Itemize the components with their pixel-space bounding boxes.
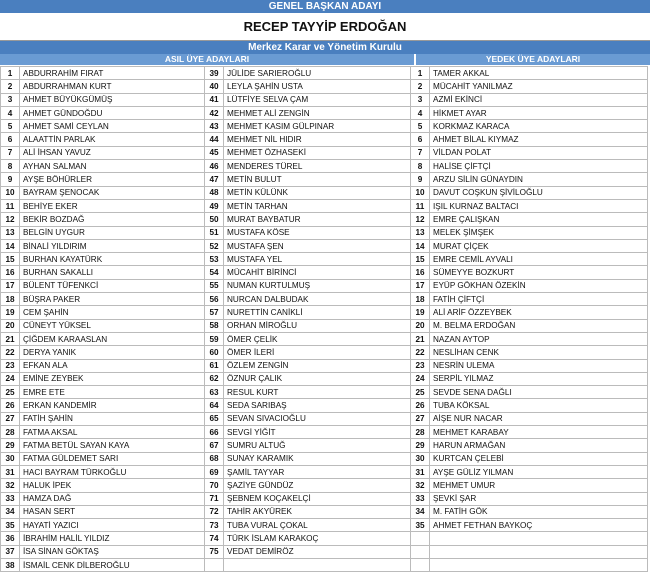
asil-member-name: SEVGİ YİĞİT — [224, 426, 411, 439]
asil-member-name: BAYRAM ŞENOCAK — [20, 186, 205, 199]
committee-title: Merkez Karar ve Yönetim Kurulu — [0, 41, 650, 54]
table-row — [1, 106, 648, 119]
asil-member-name: ŞEBNEM KOÇAKELÇİ — [224, 492, 411, 505]
asil-member-name: MUSTAFA ŞEN — [224, 239, 411, 252]
asil-member-name: CÜNEYT YÜKSEL — [20, 319, 205, 332]
asil-member-name: HALUK İPEK — [20, 479, 205, 492]
candidate-list-sheet — [0, 0, 650, 65]
asil-member-name: MEHMET ALİ ZENGİN — [224, 106, 411, 119]
asil-member-number: 63 — [205, 386, 224, 399]
yedek-member-name: NAZAN AYTOP — [430, 332, 648, 345]
asil-member-number: 33 — [1, 492, 20, 505]
asil-member-name: BELGİN UYGUR — [20, 226, 205, 239]
subheadings — [0, 54, 650, 65]
yedek-member-number: 27 — [411, 412, 430, 425]
asil-member-number: 46 — [205, 160, 224, 173]
asil-member-number: 14 — [1, 239, 20, 252]
asil-member-number: 45 — [205, 146, 224, 159]
asil-member-number: 19 — [1, 306, 20, 319]
asil-member-name: AHMET SAMİ CEYLAN — [20, 120, 205, 133]
asil-member-name: BÜŞRA PAKER — [20, 293, 205, 306]
table-row — [1, 558, 648, 571]
asil-member-name: MEHMET KASIM GÜLPINAR — [224, 120, 411, 133]
yedek-member-number: 15 — [411, 253, 430, 266]
asil-member-name: BEKİR BOZDAĞ — [20, 213, 205, 226]
yedek-heading: YEDEK ÜYE ADAYLARI — [416, 54, 650, 65]
asil-member-name: TÜRK İSLAM KARAKOÇ — [224, 532, 411, 545]
asil-member-name: ABDURRAHMAN KURT — [20, 80, 205, 93]
asil-member-name: VEDAT DEMİRÖZ — [224, 545, 411, 558]
asil-member-number: 60 — [205, 346, 224, 359]
yedek-member-name: TUBA KÖKSAL — [430, 399, 648, 412]
yedek-member-name: EMRE ÇALIŞKAN — [430, 213, 648, 226]
table-row — [1, 226, 648, 239]
asil-member-number: 51 — [205, 226, 224, 239]
asil-member-name: ÇİĞDEM KARAASLAN — [20, 332, 205, 345]
asil-member-number: 12 — [1, 213, 20, 226]
asil-member-number: 2 — [1, 80, 20, 93]
asil-member-name: ÖZNUR ÇALIK — [224, 372, 411, 385]
yedek-member-name: KURTCAN ÇELEBİ — [430, 452, 648, 465]
asil-member-name: ŞAMİL TAYYAR — [224, 465, 411, 478]
table-row — [1, 266, 648, 279]
yedek-member-name: AİŞE NUR NACAR — [430, 412, 648, 425]
yedek-member-number — [411, 545, 430, 558]
asil-member-name: BURHAN KAYATÜRK — [20, 253, 205, 266]
asil-member-name: FATİH ŞAHİN — [20, 412, 205, 425]
yedek-member-name: HALİSE ÇİFTÇİ — [430, 160, 648, 173]
yedek-member-name: HİKMET AYAR — [430, 106, 648, 119]
candidate-name: RECEP TAYYİP ERDOĞAN — [0, 13, 650, 41]
asil-member-name: BEHİYE EKER — [20, 199, 205, 212]
yedek-member-name: AHMET BİLAL KIYMAZ — [430, 133, 648, 146]
yedek-member-number: 30 — [411, 452, 430, 465]
table-row — [1, 399, 648, 412]
asil-member-name: RESUL KURT — [224, 386, 411, 399]
asil-member-number: 68 — [205, 452, 224, 465]
asil-member-name: İBRAHİM HALİL YILDIZ — [20, 532, 205, 545]
asil-member-name: TUBA VURAL ÇOKAL — [224, 519, 411, 532]
asil-member-name: METİN TARHAN — [224, 199, 411, 212]
table-row — [1, 133, 648, 146]
asil-member-number: 30 — [1, 452, 20, 465]
asil-member-number: 1 — [1, 67, 20, 80]
asil-member-name: NURCAN DALBUDAK — [224, 293, 411, 306]
asil-member-name: ERKAN KANDEMİR — [20, 399, 205, 412]
yedek-member-number: 17 — [411, 279, 430, 292]
yedek-member-name: AHMET FETHAN BAYKOÇ — [430, 519, 648, 532]
asil-member-name: HAMZA DAĞ — [20, 492, 205, 505]
asil-member-number: 15 — [1, 253, 20, 266]
asil-member-number: 29 — [1, 439, 20, 452]
asil-member-number: 10 — [1, 186, 20, 199]
asil-member-number: 5 — [1, 120, 20, 133]
asil-member-number: 25 — [1, 386, 20, 399]
table-row — [1, 253, 648, 266]
asil-member-number: 48 — [205, 186, 224, 199]
yedek-member-name: MÜCAHİT YANILMAZ — [430, 80, 648, 93]
table-row — [1, 239, 648, 252]
asil-member-name: BURHAN SAKALLI — [20, 266, 205, 279]
asil-member-number: 73 — [205, 519, 224, 532]
yedek-member-name: EMRE CEMİL AYVALI — [430, 253, 648, 266]
asil-member-name: İSMAİL CENK DİLBEROĞLU — [20, 558, 205, 571]
asil-member-name: AYŞE BÖHÜRLER — [20, 173, 205, 186]
asil-member-number: 32 — [1, 479, 20, 492]
asil-member-name: EMİNE ZEYBEK — [20, 372, 205, 385]
table-row — [1, 359, 648, 372]
yedek-member-name: AZMİ EKİNCİ — [430, 93, 648, 106]
table-row — [1, 213, 648, 226]
asil-member-number: 74 — [205, 532, 224, 545]
yedek-member-number: 28 — [411, 426, 430, 439]
yedek-member-name: NESRİN ULEMA — [430, 359, 648, 372]
table-row — [1, 319, 648, 332]
asil-member-number: 69 — [205, 465, 224, 478]
yedek-member-name: SEVDE SENA DAĞLI — [430, 386, 648, 399]
asil-member-name: DERYA YANIK — [20, 346, 205, 359]
yedek-member-number: 8 — [411, 160, 430, 173]
asil-member-name: MUSTAFA KÖSE — [224, 226, 411, 239]
asil-member-name: ORHAN MİROĞLU — [224, 319, 411, 332]
asil-member-name: ÖZLEM ZENGİN — [224, 359, 411, 372]
asil-member-number: 16 — [1, 266, 20, 279]
yedek-member-name: TAMER AKKAL — [430, 67, 648, 80]
yedek-member-number: 35 — [411, 519, 430, 532]
yedek-member-name: ARZU SİLİN GÜNAYDIN — [430, 173, 648, 186]
asil-member-name: MÜCAHİT BİRİNCİ — [224, 266, 411, 279]
asil-member-number: 59 — [205, 332, 224, 345]
asil-member-number: 8 — [1, 160, 20, 173]
asil-member-number — [205, 558, 224, 571]
yedek-member-name: M. FATİH GÖK — [430, 505, 648, 518]
yedek-member-number: 7 — [411, 146, 430, 159]
asil-member-name: SEVAN SIVACIOĞLU — [224, 412, 411, 425]
yedek-member-number: 1 — [411, 67, 430, 80]
yedek-member-number: 23 — [411, 359, 430, 372]
asil-member-name: ALİ İHSAN YAVUZ — [20, 146, 205, 159]
yedek-member-number: 34 — [411, 505, 430, 518]
asil-member-number: 26 — [1, 399, 20, 412]
asil-member-name: METİN BULUT — [224, 173, 411, 186]
table-row — [1, 186, 648, 199]
table-row — [1, 146, 648, 159]
yedek-member-number: 22 — [411, 346, 430, 359]
table-row — [1, 492, 648, 505]
asil-member-name: FATMA GÜLDEMET SARI — [20, 452, 205, 465]
asil-member-name: ABDURRAHİM FIRAT — [20, 67, 205, 80]
asil-member-number: 34 — [1, 505, 20, 518]
yedek-member-number: 19 — [411, 306, 430, 319]
asil-member-name: EMRE ETE — [20, 386, 205, 399]
yedek-member-number: 20 — [411, 319, 430, 332]
asil-member-name: MENDERES TÜREL — [224, 160, 411, 173]
table-row — [1, 479, 648, 492]
asil-member-name: LEYLA ŞAHİN USTA — [224, 80, 411, 93]
yedek-member-name: KORKMAZ KARACA — [430, 120, 648, 133]
table-row — [1, 505, 648, 518]
asil-member-number: 72 — [205, 505, 224, 518]
asil-member-number: 13 — [1, 226, 20, 239]
asil-member-number: 37 — [1, 545, 20, 558]
asil-member-number: 38 — [1, 558, 20, 571]
asil-member-number: 9 — [1, 173, 20, 186]
asil-member-number: 65 — [205, 412, 224, 425]
asil-member-name: ALAATTİN PARLAK — [20, 133, 205, 146]
asil-member-number: 6 — [1, 133, 20, 146]
table-row — [1, 199, 648, 212]
table-row — [1, 545, 648, 558]
yedek-member-name — [430, 532, 648, 545]
asil-member-name: CEM ŞAHİN — [20, 306, 205, 319]
members-table — [0, 66, 648, 572]
yedek-member-name — [430, 558, 648, 571]
yedek-member-number: 6 — [411, 133, 430, 146]
table-row — [1, 306, 648, 319]
yedek-member-name: SÜMEYYE BOZKURT — [430, 266, 648, 279]
yedek-member-name: DAVUT COŞKUN ŞİVİLOĞLU — [430, 186, 648, 199]
yedek-member-number: 14 — [411, 239, 430, 252]
yedek-member-name: SERPİL YILMAZ — [430, 372, 648, 385]
table-row — [1, 293, 648, 306]
table-row — [1, 160, 648, 173]
yedek-member-number: 21 — [411, 332, 430, 345]
asil-member-number: 17 — [1, 279, 20, 292]
asil-member-number: 57 — [205, 306, 224, 319]
asil-member-number: 42 — [205, 106, 224, 119]
asil-member-number: 7 — [1, 146, 20, 159]
yedek-member-number: 25 — [411, 386, 430, 399]
asil-member-number: 58 — [205, 319, 224, 332]
yedek-member-name: ALİ ARİF ÖZZEYBEK — [430, 306, 648, 319]
asil-member-name: ÖMER ÇELİK — [224, 332, 411, 345]
asil-member-number: 64 — [205, 399, 224, 412]
asil-heading: ASIL ÜYE ADAYLARI — [0, 54, 416, 65]
asil-member-name: MURAT BAYBATUR — [224, 213, 411, 226]
asil-member-name: AHMET BÜYÜKGÜMÜŞ — [20, 93, 205, 106]
table-row — [1, 452, 648, 465]
asil-member-name: ŞAZİYE GÜNDÜZ — [224, 479, 411, 492]
asil-member-number: 22 — [1, 346, 20, 359]
asil-member-name: HASAN SERT — [20, 505, 205, 518]
table-row — [1, 532, 648, 545]
asil-member-number: 20 — [1, 319, 20, 332]
yedek-member-number: 11 — [411, 199, 430, 212]
asil-member-number: 40 — [205, 80, 224, 93]
yedek-member-name: EYÜP GÖKHAN ÖZEKİN — [430, 279, 648, 292]
yedek-member-number: 24 — [411, 372, 430, 385]
asil-member-number: 56 — [205, 293, 224, 306]
yedek-member-name: M. BELMA ERDOĞAN — [430, 319, 648, 332]
yedek-member-number: 5 — [411, 120, 430, 133]
asil-member-name — [224, 558, 411, 571]
yedek-member-number: 13 — [411, 226, 430, 239]
table-row — [1, 386, 648, 399]
yedek-member-number: 33 — [411, 492, 430, 505]
asil-member-number: 53 — [205, 253, 224, 266]
asil-member-name: TAHİR AKYÜREK — [224, 505, 411, 518]
table-row — [1, 519, 648, 532]
table-row — [1, 279, 648, 292]
yedek-member-name: VİLDAN POLAT — [430, 146, 648, 159]
asil-member-number: 52 — [205, 239, 224, 252]
yedek-member-number: 9 — [411, 173, 430, 186]
yedek-member-name: ŞEVKİ ŞAR — [430, 492, 648, 505]
asil-member-number: 35 — [1, 519, 20, 532]
yedek-member-number: 18 — [411, 293, 430, 306]
asil-member-name: ÖMER İLERİ — [224, 346, 411, 359]
asil-member-number: 41 — [205, 93, 224, 106]
yedek-member-name: MEHMET UMUR — [430, 479, 648, 492]
asil-member-name: BÜLENT TÜFENKCİ — [20, 279, 205, 292]
asil-member-number: 47 — [205, 173, 224, 186]
table-row — [1, 426, 648, 439]
table-row — [1, 372, 648, 385]
asil-member-name: EFKAN ALA — [20, 359, 205, 372]
asil-member-name: FATMA AKSAL — [20, 426, 205, 439]
asil-member-name: SEDA SARIBAŞ — [224, 399, 411, 412]
asil-member-number: 11 — [1, 199, 20, 212]
yedek-member-name — [430, 545, 648, 558]
asil-member-name: MUSTAFA YEL — [224, 253, 411, 266]
asil-member-name: JÜLİDE SARIEROĞLU — [224, 67, 411, 80]
asil-member-number: 24 — [1, 372, 20, 385]
asil-member-name: LÜTFİYE SELVA ÇAM — [224, 93, 411, 106]
asil-member-number: 67 — [205, 439, 224, 452]
yedek-member-number — [411, 532, 430, 545]
asil-member-name: BİNALİ YILDIRIM — [20, 239, 205, 252]
table-row — [1, 173, 648, 186]
yedek-member-number — [411, 558, 430, 571]
asil-member-number: 55 — [205, 279, 224, 292]
asil-member-number: 44 — [205, 133, 224, 146]
asil-member-number: 39 — [205, 67, 224, 80]
yedek-member-number: 12 — [411, 213, 430, 226]
asil-member-number: 3 — [1, 93, 20, 106]
asil-member-number: 61 — [205, 359, 224, 372]
asil-member-name: NUMAN KURTULMUŞ — [224, 279, 411, 292]
asil-member-number: 28 — [1, 426, 20, 439]
asil-member-name: HACI BAYRAM TÜRKOĞLU — [20, 465, 205, 478]
yedek-member-name: MEHMET KARABAY — [430, 426, 648, 439]
asil-member-name: METİN KÜLÜNK — [224, 186, 411, 199]
asil-member-name: SUMRU ALTUĞ — [224, 439, 411, 452]
yedek-member-number: 10 — [411, 186, 430, 199]
asil-member-number: 18 — [1, 293, 20, 306]
asil-member-name: MEHMET NİL HIDIR — [224, 133, 411, 146]
asil-member-name: İSA SİNAN GÖKTAŞ — [20, 545, 205, 558]
yedek-member-number: 2 — [411, 80, 430, 93]
asil-member-number: 31 — [1, 465, 20, 478]
table-row — [1, 346, 648, 359]
asil-member-number: 75 — [205, 545, 224, 558]
asil-member-number: 62 — [205, 372, 224, 385]
asil-member-number: 70 — [205, 479, 224, 492]
yedek-member-number: 16 — [411, 266, 430, 279]
asil-member-number: 4 — [1, 106, 20, 119]
asil-member-number: 21 — [1, 332, 20, 345]
asil-member-number: 43 — [205, 120, 224, 133]
yedek-member-number: 32 — [411, 479, 430, 492]
asil-member-name: AHMET GÜNDOĞDU — [20, 106, 205, 119]
table-row — [1, 332, 648, 345]
table-row — [1, 412, 648, 425]
asil-member-number: 27 — [1, 412, 20, 425]
asil-member-number: 54 — [205, 266, 224, 279]
yedek-member-name: NESLİHAN CENK — [430, 346, 648, 359]
yedek-member-name: MELEK ŞİMŞEK — [430, 226, 648, 239]
asil-member-number: 36 — [1, 532, 20, 545]
table-row — [1, 120, 648, 133]
asil-member-number: 23 — [1, 359, 20, 372]
asil-member-number: 49 — [205, 199, 224, 212]
asil-member-name: MEHMET ÖZHASEKİ — [224, 146, 411, 159]
asil-member-name: NURETTİN CANİKLİ — [224, 306, 411, 319]
yedek-member-name: MURAT ÇİÇEK — [430, 239, 648, 252]
yedek-member-number: 3 — [411, 93, 430, 106]
yedek-member-name: HARUN ARMAĞAN — [430, 439, 648, 452]
yedek-member-name: AYŞE GÜLİZ YILMAN — [430, 465, 648, 478]
asil-member-number: 66 — [205, 426, 224, 439]
asil-member-name: HAYATİ YAZICI — [20, 519, 205, 532]
asil-member-number: 50 — [205, 213, 224, 226]
asil-member-number: 71 — [205, 492, 224, 505]
table-row — [1, 67, 648, 80]
yedek-member-number: 26 — [411, 399, 430, 412]
band-title: GENEL BAŞKAN ADAYI — [0, 0, 650, 13]
asil-member-name: SUNAY KARAMIK — [224, 452, 411, 465]
yedek-member-number: 31 — [411, 465, 430, 478]
asil-member-name: AYHAN SALMAN — [20, 160, 205, 173]
yedek-member-name: FATİH ÇİFTÇİ — [430, 293, 648, 306]
asil-member-name: FATMA BETÜL SAYAN KAYA — [20, 439, 205, 452]
yedek-member-name: IŞIL KURNAZ BALTACI — [430, 199, 648, 212]
table-row — [1, 80, 648, 93]
yedek-member-number: 29 — [411, 439, 430, 452]
table-row — [1, 465, 648, 478]
table-row — [1, 93, 648, 106]
yedek-member-number: 4 — [411, 106, 430, 119]
table-row — [1, 439, 648, 452]
